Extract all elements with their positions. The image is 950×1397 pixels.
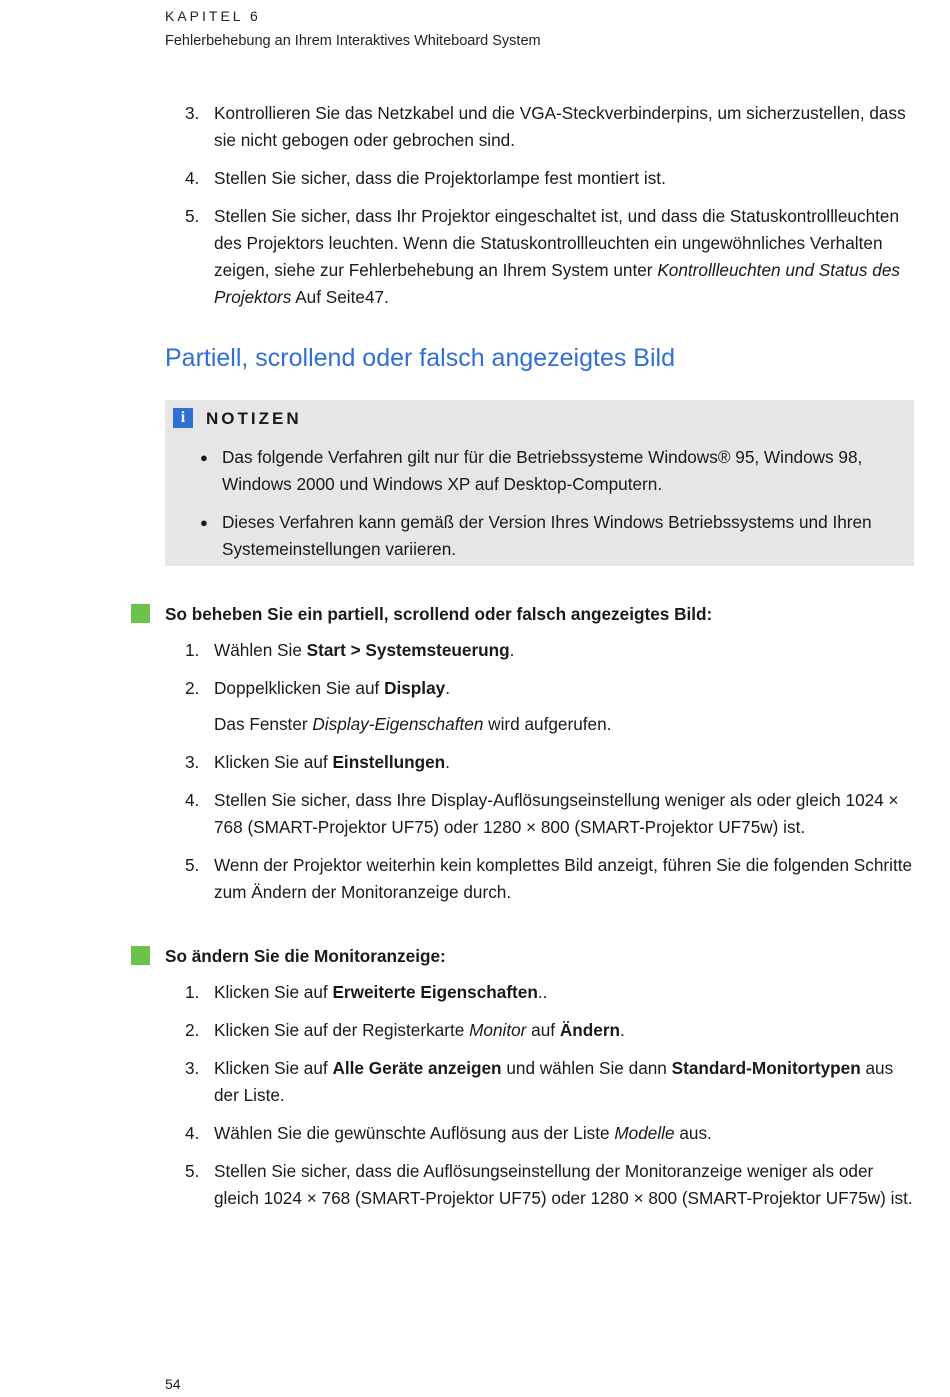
note-box bbox=[165, 400, 914, 566]
note-list bbox=[165, 444, 902, 574]
page-number: 54 bbox=[165, 1376, 181, 1392]
info-icon: i bbox=[173, 408, 193, 428]
step-text: . bbox=[445, 752, 450, 772]
list-item bbox=[165, 637, 917, 664]
section-title: Partiell, scrollend oder falsch angezeigtes Bild bbox=[165, 344, 675, 372]
list-item bbox=[165, 1017, 917, 1044]
top-list bbox=[165, 100, 917, 322]
list-item bbox=[165, 787, 917, 841]
list-number: 5. bbox=[185, 855, 200, 875]
list-item bbox=[165, 203, 917, 311]
step-text: aus der Liste. bbox=[214, 1058, 894, 1105]
step-text: auf bbox=[526, 1020, 560, 1040]
list-text: Stellen Sie sicher, dass die Projektorlampe fest montiert ist. bbox=[214, 168, 666, 188]
list-item bbox=[165, 100, 917, 154]
step-text: Wählen Sie bbox=[214, 640, 307, 660]
chapter-subtitle: Fehlerbehebung an Ihrem Interaktives Whiteboard System bbox=[165, 33, 541, 49]
list-number: 4. bbox=[185, 1123, 200, 1143]
list-number: 1. bbox=[185, 640, 200, 660]
list-item-note bbox=[165, 711, 917, 738]
step-text: . bbox=[445, 678, 450, 698]
step-text: . bbox=[620, 1020, 625, 1040]
step-text: Klicken Sie auf bbox=[214, 982, 333, 1002]
ui-term: Alle Geräte anzeigen bbox=[332, 1058, 502, 1078]
bullet-icon: ● bbox=[200, 515, 208, 530]
note-item bbox=[165, 509, 902, 563]
step-text: Wenn der Projektor weiterhin kein komplettes Bild anzeigt, führen Sie die folgenden Schritte zum Ändern der Monitoranzeige durch. bbox=[214, 855, 913, 902]
list-item bbox=[165, 1055, 917, 1109]
procedure-marker-icon bbox=[131, 604, 150, 623]
step-text: Klicken Sie auf bbox=[214, 1058, 333, 1078]
procedure-steps bbox=[165, 979, 917, 1223]
step-text: Stellen Sie sicher, dass Ihre Display-Auflösungseinstellung weniger als oder gleich 1024 × 768 (SMART-Projektor UF75) oder 1280 × 800 (SMART-Projektor UF75w) ist. bbox=[214, 790, 899, 837]
list-text: Kontrollieren Sie das Netzkabel und die VGA-Steckverbinderpins, um sicherzustellen, dass sie nicht gebogen oder gebrochen sind. bbox=[214, 103, 906, 150]
step-text: Das Fenster bbox=[214, 714, 313, 734]
list-number: 3. bbox=[185, 1058, 200, 1078]
list-item bbox=[165, 852, 917, 906]
procedure-title: So beheben Sie ein partiell, scrollend oder falsch angezeigtes Bild: bbox=[165, 604, 713, 624]
ui-term: Monitor bbox=[469, 1020, 527, 1040]
step-text: Wählen Sie die gewünschte Auflösung aus der Liste bbox=[214, 1123, 615, 1143]
list-item bbox=[165, 1120, 917, 1147]
step-text: Doppelklicken Sie auf bbox=[214, 678, 385, 698]
procedure-title: So ändern Sie die Monitoranzeige: bbox=[165, 946, 446, 966]
list-number: 5. bbox=[185, 206, 200, 226]
cross-reference-link[interactable]: Kontrollleuchten und Status des Projektors bbox=[214, 260, 901, 307]
ui-term: Erweiterte Eigenschaften bbox=[332, 982, 538, 1002]
chapter-label: KAPITEL 6 bbox=[165, 8, 261, 24]
list-number: 3. bbox=[185, 103, 200, 123]
list-number: 2. bbox=[185, 678, 200, 698]
step-text: aus. bbox=[674, 1123, 712, 1143]
step-text: Klicken Sie auf bbox=[214, 752, 333, 772]
ui-term: Display-Eigenschaften bbox=[312, 714, 484, 734]
list-number: 3. bbox=[185, 752, 200, 772]
list-number: 2. bbox=[185, 1020, 200, 1040]
ui-term: Standard-Monitortypen bbox=[671, 1058, 861, 1078]
step-text: wird aufgerufen. bbox=[483, 714, 612, 734]
step-text: .. bbox=[537, 982, 548, 1002]
note-text: Dieses Verfahren kann gemäß der Version Ihres Windows Betriebssystems und Ihren Systemeinstellungen variieren. bbox=[222, 512, 872, 559]
procedure-marker-icon bbox=[131, 946, 150, 965]
list-text: Auf Seite47. bbox=[291, 287, 389, 307]
procedure-steps bbox=[165, 637, 917, 917]
list-item bbox=[165, 165, 917, 192]
list-number: 4. bbox=[185, 790, 200, 810]
list-number: 1. bbox=[185, 982, 200, 1002]
list-item bbox=[165, 979, 917, 1006]
ui-term: Modelle bbox=[614, 1123, 675, 1143]
step-text: . bbox=[509, 640, 515, 660]
menu-path: Start > Systemsteuerung bbox=[306, 640, 510, 660]
list-number: 4. bbox=[185, 168, 200, 188]
list-item bbox=[165, 1158, 917, 1212]
list-text: Stellen Sie sicher, dass Ihr Projektor eingeschaltet ist, und dass die Statuskontrollleuchten des Projektors leuchten. Wenn die Statuskontrollleuchten ein ungewöhnliches Verhalten zeigen, siehe zur Fehlerbehebung an Ihrem System unter bbox=[214, 206, 900, 280]
list-number: 5. bbox=[185, 1161, 200, 1181]
step-text: Klicken Sie auf der Registerkarte bbox=[214, 1020, 470, 1040]
note-text: Das folgende Verfahren gilt nur für die Betriebssysteme Windows® 95, Windows 98, Windows 2000 und Windows XP auf Desktop-Computern. bbox=[222, 447, 863, 494]
note-title: NOTIZEN bbox=[206, 409, 302, 428]
ui-term: Display bbox=[384, 678, 446, 698]
step-text: und wählen Sie dann bbox=[501, 1058, 672, 1078]
note-item bbox=[165, 444, 902, 498]
bullet-icon: ● bbox=[200, 450, 208, 465]
step-text: Stellen Sie sicher, dass die Auflösungseinstellung der Monitoranzeige weniger als oder gleich 1024 × 768 (SMART-Projektor UF75) oder 1280 × 800 (SMART-Projektor UF75w) ist. bbox=[214, 1161, 913, 1208]
ui-term: Einstellungen bbox=[332, 752, 446, 772]
list-item bbox=[165, 675, 917, 702]
ui-term: Ändern bbox=[559, 1020, 620, 1040]
list-item bbox=[165, 749, 917, 776]
